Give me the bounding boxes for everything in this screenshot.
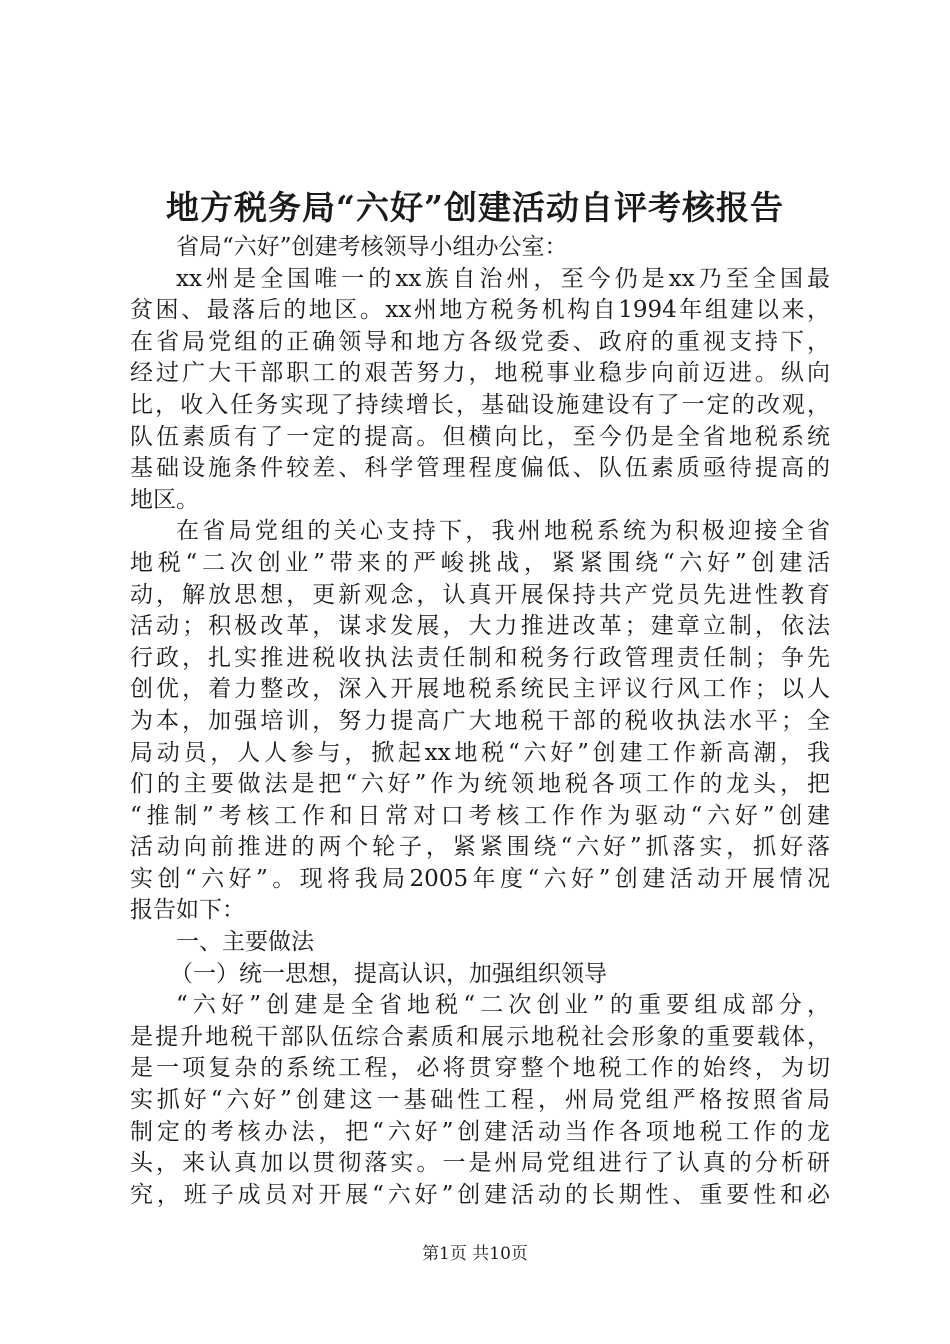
paragraph-line: 实抓好“六好”创建这一基础性工程，州局党组严格按照省局 bbox=[130, 1087, 830, 1114]
paragraph-line: 为本，加强培训，努力提高广大地税干部的税收执法水平；全 bbox=[130, 707, 830, 734]
paragraph-line: 报告如下： bbox=[130, 897, 245, 924]
salutation-line: 省局“六好”创建考核领导小组办公室： bbox=[176, 234, 568, 260]
paragraph-line: 动，解放思想，更新观念，认真开展保持共产党员先进性教育 bbox=[130, 581, 830, 608]
paragraph-line: 贫困、最落后的地区。xx州地方税务机构自1994年组建以来， bbox=[130, 297, 830, 324]
paragraph-line: “六好”创建是全省地税“二次创业”的重要组成部分， bbox=[176, 992, 830, 1019]
paragraph-line: 队伍素质有了一定的提高。但横向比，至今仍是全省地税系统 bbox=[130, 423, 830, 450]
document-body bbox=[130, 232, 830, 1211]
paragraph-line: 制定的考核办法，把“六好”创建活动当作各项地税工作的龙 bbox=[130, 1118, 830, 1145]
paragraph-line: 活动向前推进的两个轮子，紧紧围绕“六好”抓落实，抓好落 bbox=[130, 834, 830, 861]
page-number-footer: 第1页 共10页 bbox=[422, 1244, 528, 1264]
paragraph-line: 在省局党组的关心支持下，我州地税系统为积极迎接全省 bbox=[176, 518, 830, 545]
paragraph-line: 经过广大干部职工的艰苦努力，地税事业稳步向前迈进。纵向 bbox=[130, 360, 830, 387]
paragraph-line: 究，班子成员对开展“六好”创建活动的长期性、重要性和必 bbox=[130, 1181, 830, 1208]
paragraph-line: 实创“六好”。现将我局2005年度“六好”创建活动开展情况 bbox=[130, 865, 830, 892]
paragraph-line: xx州是全国唯一的xx族自治州，至今仍是xx乃至全国最 bbox=[176, 265, 830, 292]
paragraph-line: “推制”考核工作和日常对口考核工作作为驱动“六好”创建 bbox=[130, 802, 830, 829]
paragraph-line: 创优，着力整改，深入开展地税系统民主评议行风工作；以人 bbox=[130, 676, 830, 703]
document-title: 地方税务局“六好”创建活动自评考核报告 bbox=[166, 188, 784, 227]
paragraph-line: 活动；积极改革，谋求发展，大力推进改革；建章立制，依法 bbox=[130, 613, 830, 640]
paragraph-line: 们的主要做法是把“六好”作为统领地税各项工作的龙头，把 bbox=[130, 771, 830, 798]
subsection-heading: （一）统一思想，提高认识，加强组织领导 bbox=[170, 960, 607, 987]
paragraph-line: 在省局党组的正确领导和地方各级党委、政府的重视支持下， bbox=[130, 328, 830, 355]
paragraph-line: 头，来认真加以贯彻落实。一是州局党组进行了认真的分析研 bbox=[130, 1150, 830, 1177]
paragraph-line: 比，收入任务实现了持续增长，基础设施建设有了一定的改观， bbox=[130, 391, 830, 418]
paragraph-line: 局动员，人人参与，掀起xx地税“六好”创建工作新高潮，我 bbox=[130, 739, 830, 766]
paragraph-line: 行政，扎实推进税收执法责任制和税务行政管理责任制；争先 bbox=[130, 644, 830, 671]
paragraph-line: 基础设施条件较差、科学管理程度偏低、队伍素质亟待提高的 bbox=[130, 455, 830, 482]
paragraph-line: 地区。 bbox=[130, 486, 199, 513]
section-heading: 一、主要做法 bbox=[176, 929, 314, 956]
paragraph-line: 地税“二次创业”带来的严峻挑战，紧紧围绕“六好”创建活 bbox=[130, 549, 830, 576]
paragraph-line: 是提升地税干部队伍综合素质和展示地税社会形象的重要载体， bbox=[130, 1023, 830, 1050]
paragraph-line: 是一项复杂的系统工程，必将贯穿整个地税工作的始终，为切 bbox=[130, 1055, 830, 1082]
